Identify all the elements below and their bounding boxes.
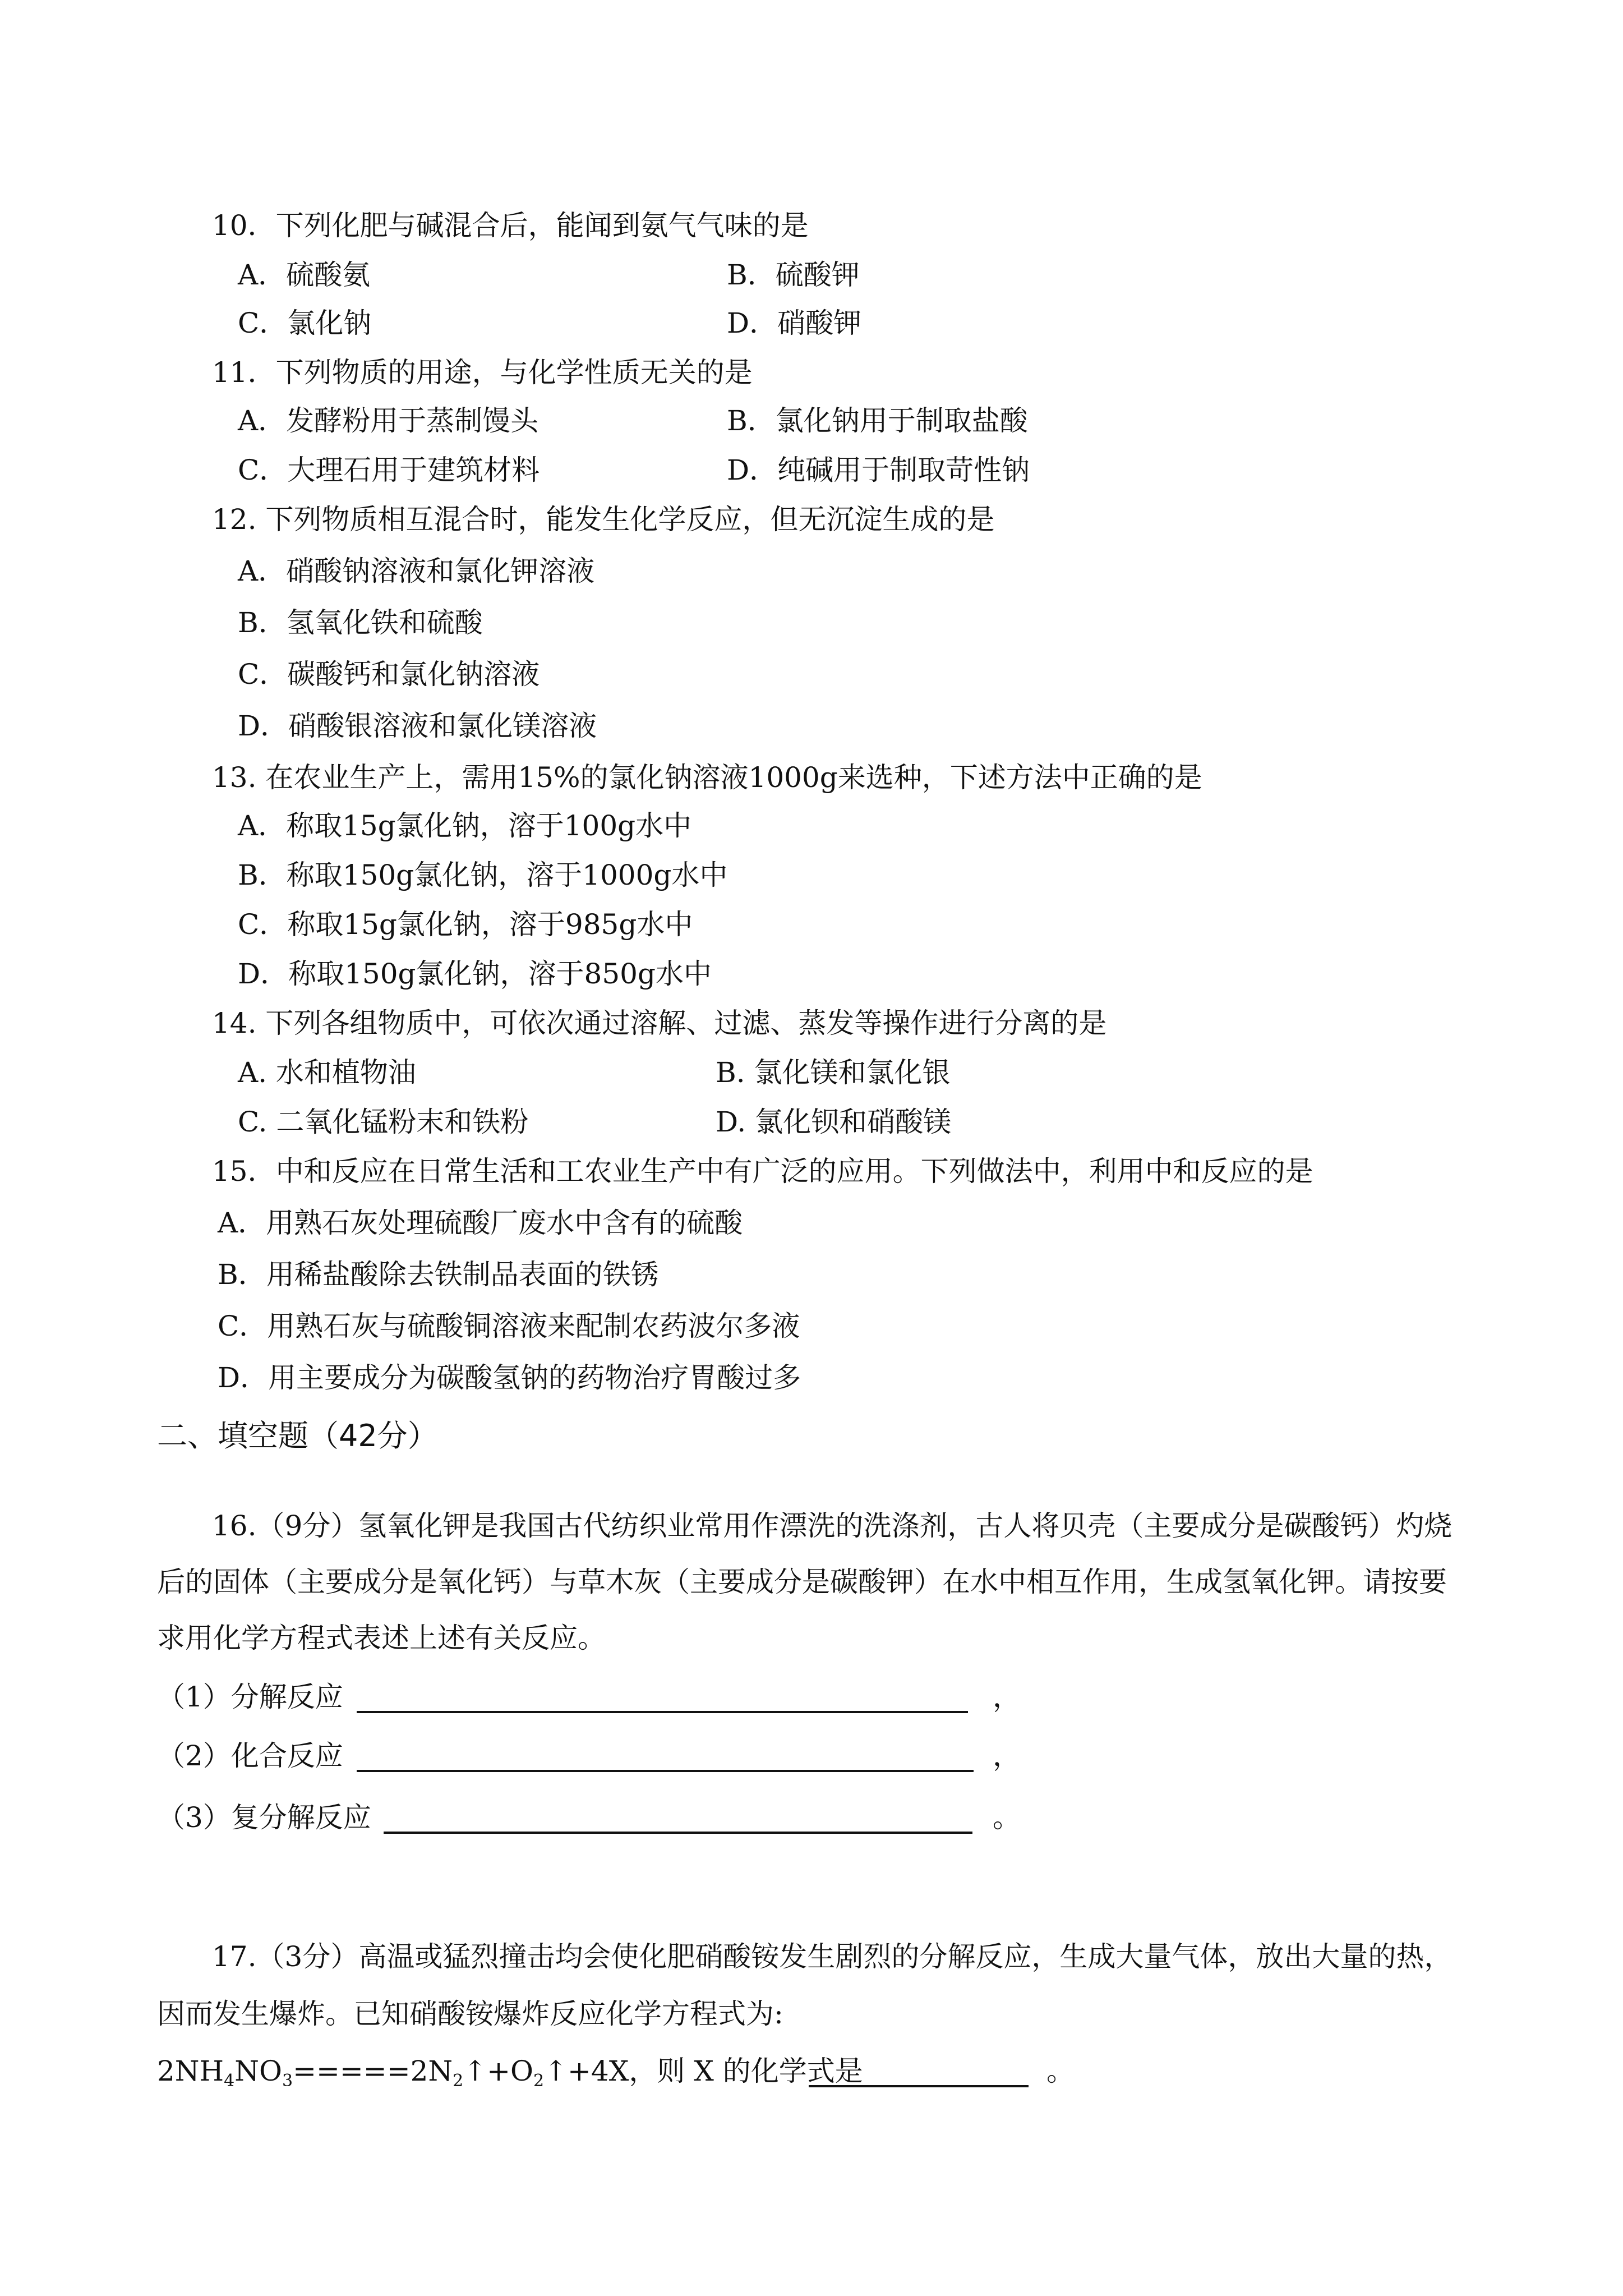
q16-part2-label: （2）化合反应: [157, 1740, 343, 1772]
q15-option-d: D．用主要成分为碳酸氢钠的药物治疗胃酸过多: [218, 1361, 801, 1394]
q17-answer-blank[interactable]: [809, 2085, 1029, 2087]
q16-part1-comma: ，: [993, 1681, 1021, 1713]
eq-part: ↑+4X，则 X 的化学式是: [544, 2055, 863, 2087]
eq-subscript: 4: [224, 2071, 235, 2091]
q12-option-c: C．碳酸钙和氯化钠溶液: [238, 658, 540, 691]
q10-option-d: D．硝酸钾: [727, 307, 862, 339]
q16-part2-answer-blank[interactable]: [357, 1770, 974, 1772]
section-title: 二、填空题（42分）: [157, 1418, 438, 1453]
q11-option-a: A．发酵粉用于蒸制馒头: [238, 404, 539, 437]
q14-option-c: C. 二氧化锰粉末和铁粉: [238, 1106, 529, 1138]
q12-stem: 12. 下列物质相互混合时，能发生化学反应，但无沉淀生成的是: [212, 503, 995, 536]
q16-text-line3: 求用化学方程式表述上述有关反应。: [157, 1622, 606, 1654]
q17-equation: [157, 2054, 863, 2091]
q14-stem: 14. 下列各组物质中，可依次通过溶解、过滤、蒸发等操作进行分离的是: [212, 1007, 1107, 1039]
q10-option-c: C．氯化钠: [238, 307, 372, 339]
q13-option-b: B．称取150g氯化钠，溶于1000g水中: [238, 859, 728, 891]
q10-stem: 10．下列化肥与碱混合后，能闻到氨气气味的是: [212, 209, 809, 242]
q17-text-line2: 因而发生爆炸。已知硝酸铵爆炸反应化学方程式为:: [157, 1998, 783, 2030]
q13-option-d: D．称取150g氯化钠，溶于850g水中: [238, 958, 712, 990]
eq-part: ↑+O: [463, 2055, 534, 2087]
eq-subscript: 3: [282, 2071, 293, 2091]
q15-option-b: B．用稀盐酸除去铁制品表面的铁锈: [218, 1258, 659, 1291]
q13-stem: 13. 在农业生产上，需用15%的氯化钠溶液1000g来选种，下述方法中正确的是: [212, 761, 1202, 794]
q16-text-line2: 后的固体（主要成分是氧化钙）与草木灰（主要成分是碳酸钾）在水中相互作用，生成氢氧化钾。请按要: [157, 1566, 1447, 1598]
q11-option-d: D．纯碱用于制取苛性钠: [727, 454, 1030, 486]
eq-subscript: 2: [453, 2071, 464, 2091]
q16-part1-answer-blank[interactable]: [357, 1711, 968, 1713]
q15-option-c: C．用熟石灰与硫酸铜溶液来配制农药波尔多液: [218, 1310, 800, 1342]
q16-part1-label: （1）分解反应: [157, 1681, 343, 1713]
q12-option-d: D．硝酸银溶液和氯化镁溶液: [238, 710, 597, 742]
q14-option-d: D. 氯化钡和硝酸镁: [716, 1106, 952, 1138]
q13-option-c: C．称取15g氯化钠，溶于985g水中: [238, 908, 693, 941]
q11-option-c: C．大理石用于建筑材料: [238, 454, 540, 486]
eq-part: =====2N: [293, 2055, 453, 2087]
q15-option-a: A．用熟石灰处理硫酸厂废水中含有的硫酸: [218, 1207, 743, 1239]
q16-part3-period: 。: [993, 1801, 1021, 1834]
q17-period: 。: [1046, 2055, 1075, 2087]
q15-stem: 15．中和反应在日常生活和工农业生产中有广泛的应用。下列做法中，利用中和反应的是: [212, 1155, 1313, 1188]
eq-subscript: 2: [533, 2071, 545, 2091]
q12-option-a: A．硝酸钠溶液和氯化钾溶液: [238, 555, 595, 587]
q17-text-line1: 17.（3分）高温或猛烈撞击均会使化肥硝酸铵发生剧烈的分解反应，生成大量气体，放出大量的热，: [212, 1940, 1453, 1973]
q13-option-a: A．称取15g氯化钠，溶于100g水中: [238, 809, 692, 842]
q16-part3-label: （3）复分解反应: [157, 1801, 371, 1834]
q12-option-b: B．氢氧化铁和硫酸: [238, 606, 483, 639]
q14-option-b: B. 氯化镁和氯化银: [716, 1056, 951, 1089]
q10-option-b: B．硫酸钾: [727, 259, 860, 291]
q14-option-a: A. 水和植物油: [238, 1056, 416, 1089]
q10-option-a: A．硫酸氨: [238, 259, 371, 291]
q16-part3-answer-blank[interactable]: [384, 1832, 972, 1834]
eq-part: 2NH: [157, 2055, 224, 2087]
q11-option-b: B．氯化钠用于制取盐酸: [727, 404, 1028, 437]
eq-part: NO: [234, 2055, 283, 2087]
q11-stem: 11．下列物质的用途，与化学性质无关的是: [212, 356, 753, 389]
q16-text-line1: 16.（9分）氢氧化钾是我国古代纺织业常用作漂洗的洗涤剂，古人将贝壳（主要成分是碳酸钙）灼烧: [212, 1510, 1453, 1542]
q16-part2-comma: ，: [993, 1740, 1021, 1772]
